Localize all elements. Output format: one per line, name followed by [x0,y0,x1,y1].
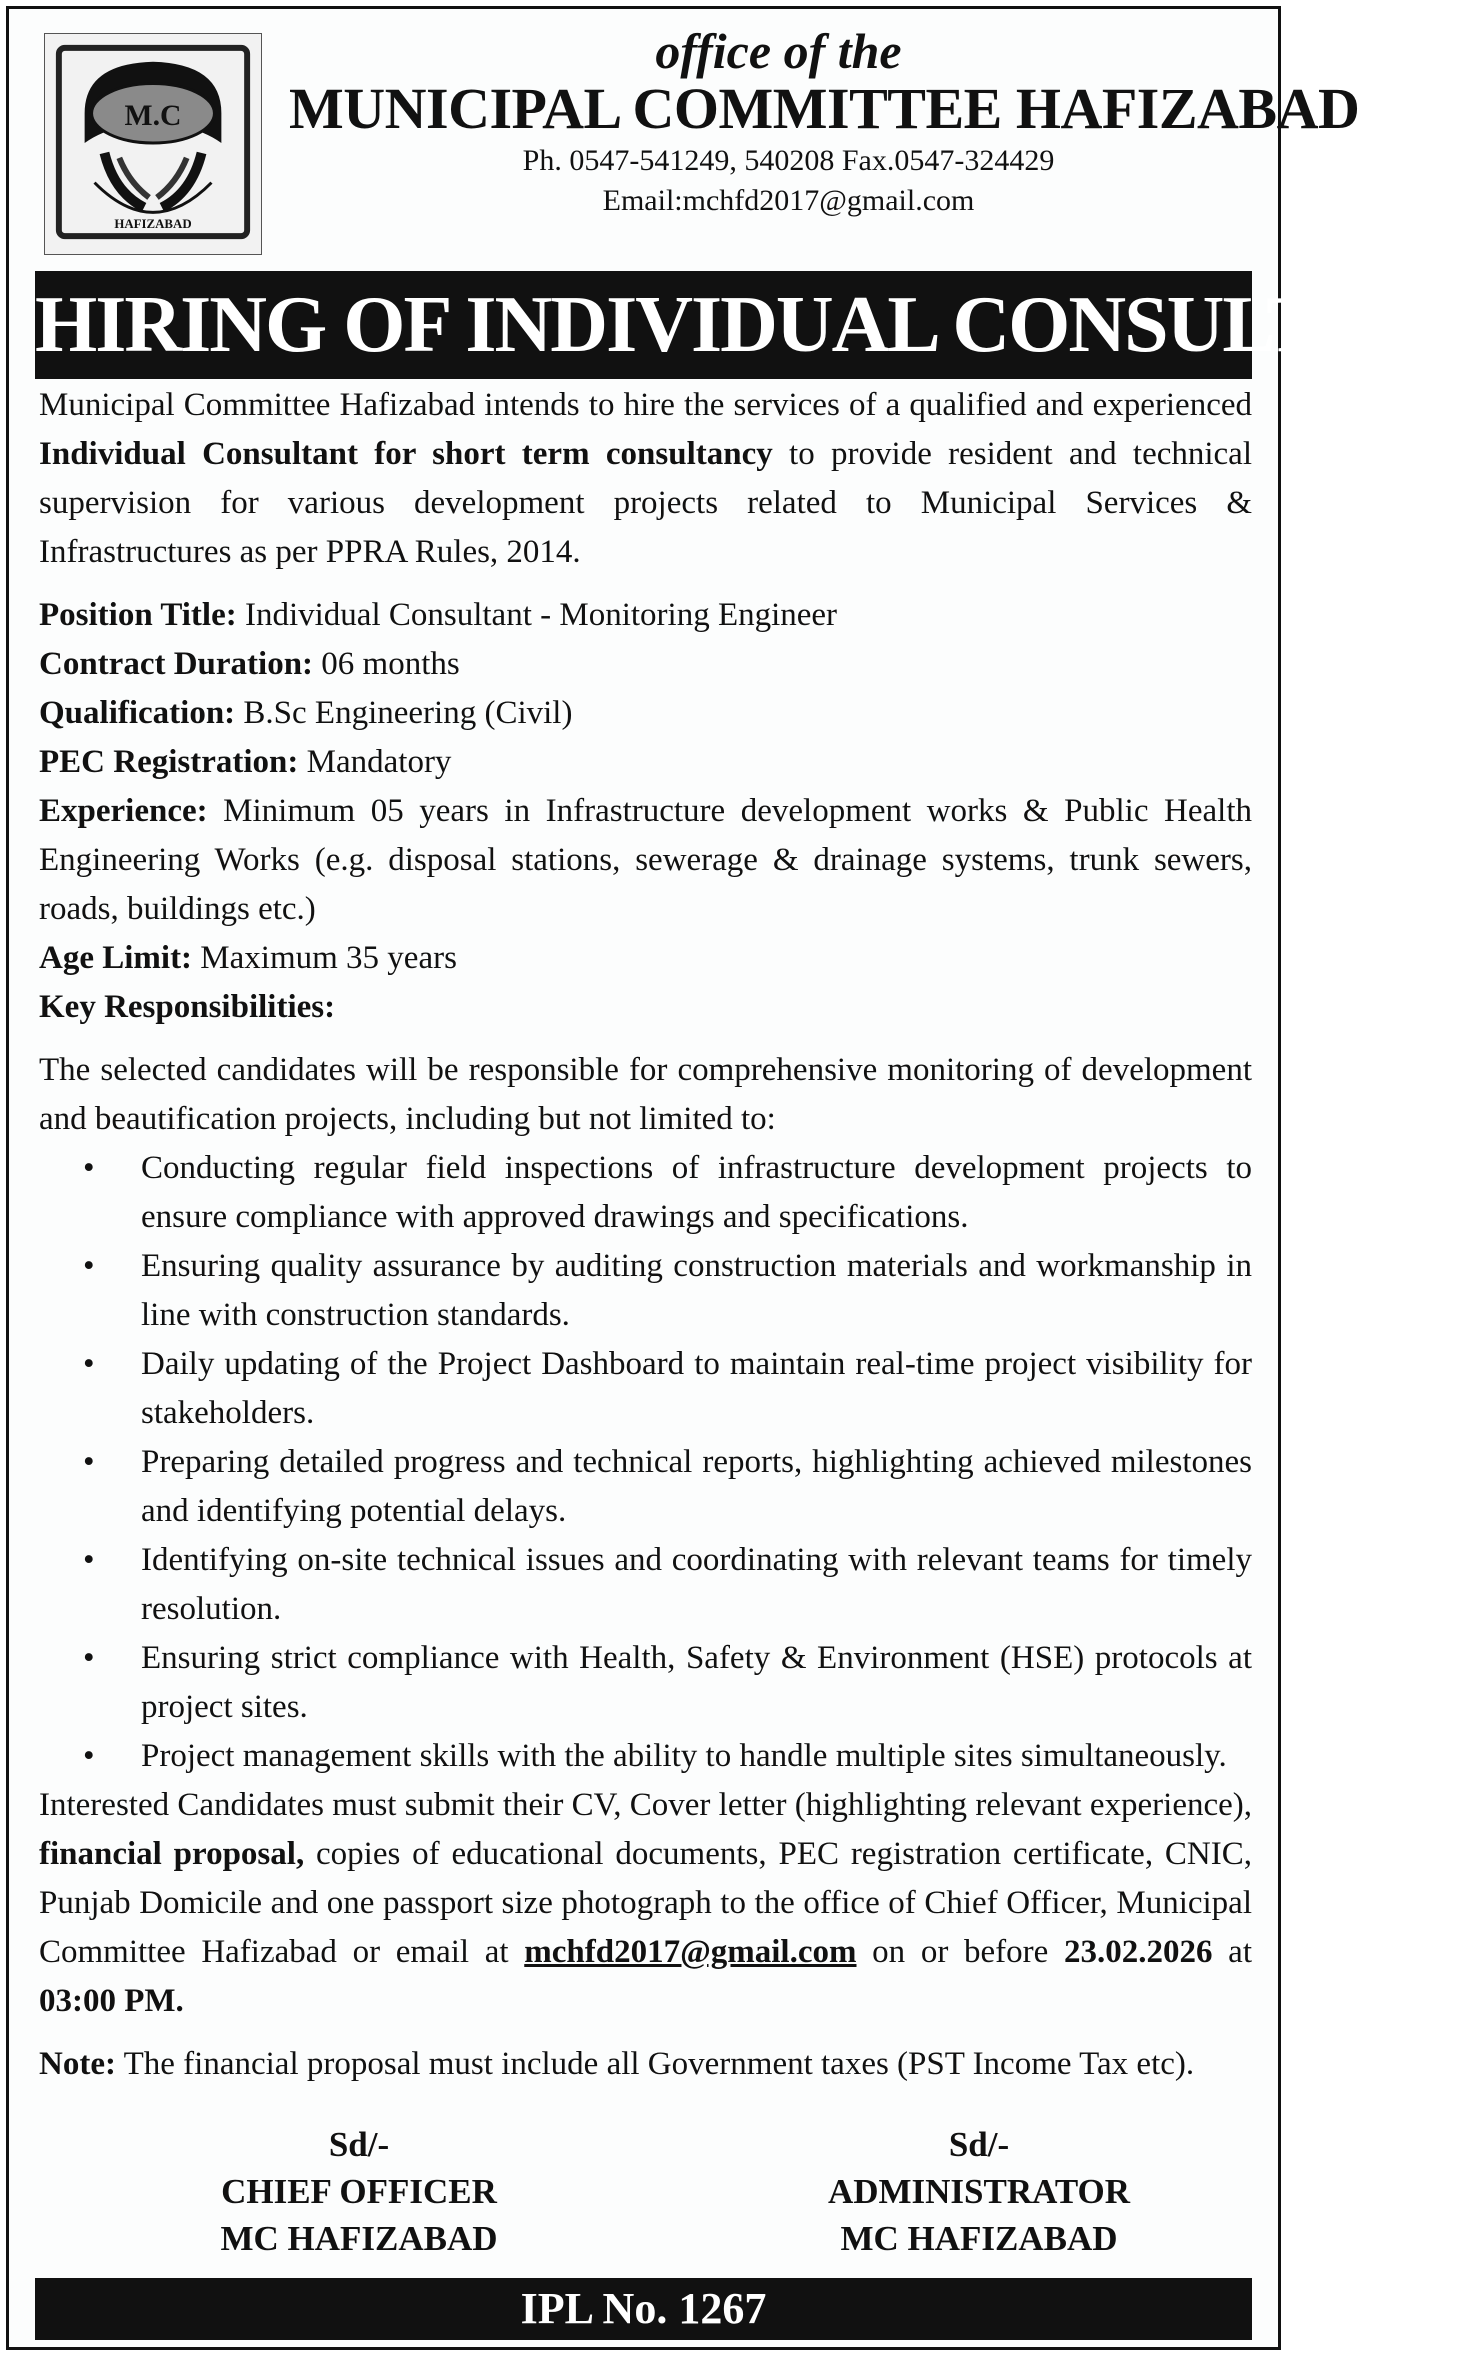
signature-title: ADMINISTRATOR [827,2172,1131,2211]
list-item-text: Ensuring strict compliance with Health, Safety & Environment (HSE) protocols at project sites. [141,1640,1252,1725]
note-paragraph [39,2040,1252,2089]
signature-sd: Sd/- [328,2125,390,2164]
signature-title: CHIEF OFFICER [221,2172,497,2211]
bullet-icon: • [83,1738,95,1774]
signature-administrator [749,2121,1209,2262]
submission-paragraph [39,1781,1252,2026]
submission-text: Interested Candidates must submit their CV, Cover letter (highlighting relevant experience), [39,1787,1252,1823]
list-item-text: Conducting regular field inspections of infrastructure development projects to ensure compliance with approved drawings and specifications. [141,1150,1252,1235]
field-label: Qualification: [39,695,236,731]
note-label: Note: [39,2046,116,2082]
field-label: Position Title: [39,597,237,633]
intro-text-bold: Individual Consultant for short term consultancy [39,436,773,472]
field-value: 06 months [313,646,460,682]
bullet-icon: • [83,1150,95,1186]
field-key-responsibilities [39,983,1252,1032]
bullet-icon: • [83,1444,95,1480]
signature-chief-officer [129,2121,589,2262]
submission-text: on or before [856,1934,1064,1970]
responsibilities-intro: The selected candidates will be responsible for comprehensive monitoring of development and beautification projects, including but not limited to: [39,1052,1252,1137]
bullet-icon: • [83,1248,95,1284]
responsibilities-list [39,1144,1252,1781]
submission-text: copies of educational documents, PEC registration certificate, CNIC, Punjab Domicile and one passport size photograph to the office of Chief Officer, Municipal Committee Hafizabad or email at [39,1836,1252,1970]
letterhead [269,23,1360,221]
bullet-icon: • [83,1542,95,1578]
list-item [39,1732,1252,1781]
office-of-label: office of the [655,23,902,79]
list-item [39,1242,1252,1340]
list-item-text: Ensuring quality assurance by auditing construction materials and workmanship in line with construction standards. [141,1248,1252,1333]
municipal-committee-logo [44,33,262,255]
bullet-icon: • [83,1346,95,1382]
field-label: Experience: [39,793,208,829]
field-value: B.Sc Engineering (Civil) [235,695,573,731]
intro-text-post: to provide resident and technical supervision for various development projects related to Municipal Services & Infrastructures as per PPRA Rules, 2014. [39,436,1252,570]
logo-caption: HAFIZABAD [114,217,192,232]
bullet-icon: • [83,1640,95,1676]
ipl-number: IPL No. 1267 [35,2278,1252,2340]
list-item [39,1144,1252,1242]
submission-deadline-time: 03:00 PM. [39,1983,184,2019]
intro-paragraph [39,381,1252,577]
list-item-text: Identifying on-site technical issues and coordinating with relevant teams for timely resolution. [141,1542,1252,1627]
field-contract-duration [39,640,1252,689]
signature-org: MC HAFIZABAD [840,2219,1118,2258]
list-item-text: Daily updating of the Project Dashboard to maintain real-time project visibility for stakeholders. [141,1346,1252,1431]
advertisement-page [6,6,1475,2350]
submission-bold-financial: financial proposal, [39,1836,305,1872]
signature-sd: Sd/- [948,2125,1010,2164]
submission-text: at [1212,1934,1252,1970]
field-position-title [39,591,1252,640]
position-details [39,591,1252,1032]
logo-emblem-icon [45,34,261,254]
list-item-text: Project management skills with the ability to handle multiple sites simultaneously. [141,1738,1227,1774]
list-item [39,1536,1252,1634]
advertisement-body [39,381,1252,2089]
signatures [9,2121,1278,2271]
intro-text-pre: Municipal Committee Hafizabad intends to hire the services of a qualified and experienced [39,387,1252,423]
field-experience [39,787,1252,934]
list-item-text: Preparing detailed progress and technical reports, highlighting achieved milestones and identifying potential delays. [141,1444,1252,1529]
field-value: Individual Consultant - Monitoring Engineer [236,597,838,633]
phone-fax-line: Ph. 0547-541249, 540208 Fax.0547-324429 [522,144,1055,177]
page-title: HIRING OF INDIVIDUAL CONSULTANT [35,271,1252,379]
field-label: Age Limit: [39,940,193,976]
field-pec-registration [39,738,1252,787]
list-item [39,1340,1252,1438]
field-label: Key Responsibilities: [39,989,336,1025]
logo-monogram: M.C [124,100,182,133]
field-value: Minimum 05 years in Infrastructure development works & Public Health Engineering Works (e.g. disposal stations, sewerage & drainage systems, trunk sewers, roads, buildings etc.) [39,793,1252,927]
signature-org: MC HAFIZABAD [220,2219,498,2258]
list-item [39,1634,1252,1732]
field-age-limit [39,934,1252,983]
submission-email-link[interactable]: mchfd2017@gmail.com [524,1934,857,1970]
field-label: Contract Duration: [39,646,314,682]
field-value: Mandatory [298,744,452,780]
list-item [39,1438,1252,1536]
email-line: Email:mchfd2017@gmail.com [602,184,975,217]
field-value: Maximum 35 years [192,940,457,976]
field-qualification [39,689,1252,738]
org-name: MUNICIPAL COMMITTEE HAFIZABAD [289,76,1360,141]
note-text: The financial proposal must include all Government taxes (PST Income Tax etc). [115,2046,1195,2082]
submission-deadline-date: 23.02.2026 [1064,1934,1213,1970]
field-label: PEC Registration: [39,744,299,780]
